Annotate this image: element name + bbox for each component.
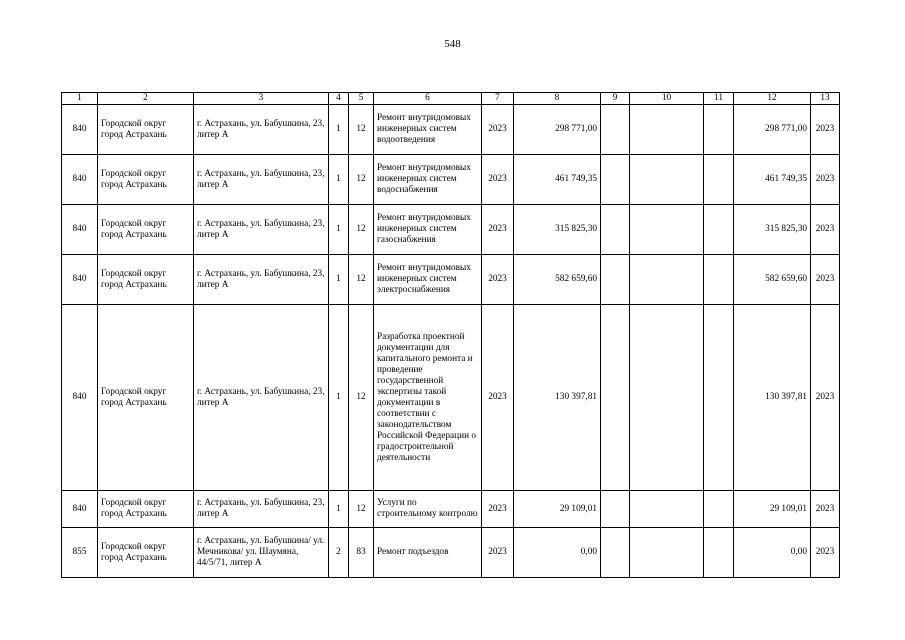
cell-col10 (630, 528, 704, 578)
cell-col10 (630, 255, 704, 305)
cell-municipality: Городской округ город Астрахань (98, 205, 194, 255)
cell-total: 298 771,00 (734, 105, 811, 155)
cell-municipality: Городской округ город Астрахань (98, 255, 194, 305)
cell-year-end: 2023 (811, 205, 840, 255)
cell-municipality: Городской округ город Астрахань (98, 155, 194, 205)
cell-col10 (630, 305, 704, 491)
cell-id: 840 (62, 491, 98, 528)
register-table (61, 92, 840, 578)
cell-col11 (704, 205, 734, 255)
cell-address: г. Астрахань, ул. Бабушкина, 23, литер А (194, 255, 329, 305)
cell-col11 (704, 305, 734, 491)
cell-col5: 12 (349, 105, 374, 155)
cell-col5: 83 (349, 528, 374, 578)
column-header: 2 (98, 93, 194, 105)
cell-address: г. Астрахань, ул. Бабушкина/ ул. Мечникова/ ул. Шаумяна, 44/5/71, литер А (194, 528, 329, 578)
column-header: 12 (734, 93, 811, 105)
column-header: 13 (811, 93, 840, 105)
cell-cost: 29 109,01 (514, 491, 601, 528)
cell-address: г. Астрахань, ул. Бабушкина, 23, литер А (194, 491, 329, 528)
column-header: 8 (514, 93, 601, 105)
cell-col9 (601, 105, 630, 155)
cell-total: 130 397,81 (734, 305, 811, 491)
column-header: 1 (62, 93, 98, 105)
cell-cost: 298 771,00 (514, 105, 601, 155)
table-row (62, 491, 840, 528)
cell-address: г. Астрахань, ул. Бабушкина, 23, литер А (194, 105, 329, 155)
cell-col9 (601, 305, 630, 491)
table-row (62, 205, 840, 255)
cell-year: 2023 (482, 155, 514, 205)
column-header: 4 (329, 93, 349, 105)
table-row (62, 255, 840, 305)
column-header: 9 (601, 93, 630, 105)
cell-col9 (601, 255, 630, 305)
cell-col10 (630, 155, 704, 205)
table-row (62, 155, 840, 205)
cell-col10 (630, 105, 704, 155)
cell-total: 461 749,35 (734, 155, 811, 205)
cell-year: 2023 (482, 255, 514, 305)
cell-work-type: Ремонт внутридомовых инженерных систем водоснабжения (374, 155, 482, 205)
column-header: 6 (374, 93, 482, 105)
cell-cost: 315 825,30 (514, 205, 601, 255)
cell-id: 840 (62, 305, 98, 491)
cell-col4: 1 (329, 305, 349, 491)
cell-col9 (601, 528, 630, 578)
cell-year-end: 2023 (811, 255, 840, 305)
cell-col9 (601, 155, 630, 205)
column-header: 3 (194, 93, 329, 105)
cell-col11 (704, 105, 734, 155)
cell-cost: 582 659,60 (514, 255, 601, 305)
cell-col5: 12 (349, 255, 374, 305)
cell-cost: 0,00 (514, 528, 601, 578)
cell-work-type: Разработка проектной документации для капитального ремонта и проведение государственной экспертизы такой документации в соответствии с законодательством Российской Федерации о градостроительной деятельности (374, 305, 482, 491)
cell-col4: 2 (329, 528, 349, 578)
cell-col4: 1 (329, 205, 349, 255)
cell-col9 (601, 491, 630, 528)
cell-address: г. Астрахань, ул. Бабушкина, 23, литер А (194, 155, 329, 205)
cell-municipality: Городской округ город Астрахань (98, 105, 194, 155)
cell-col10 (630, 205, 704, 255)
cell-id: 840 (62, 255, 98, 305)
cell-col5: 12 (349, 155, 374, 205)
cell-cost: 461 749,35 (514, 155, 601, 205)
cell-work-type: Ремонт подъездов (374, 528, 482, 578)
column-header: 5 (349, 93, 374, 105)
cell-year-end: 2023 (811, 105, 840, 155)
cell-col11 (704, 155, 734, 205)
table-row (62, 305, 840, 491)
cell-col9 (601, 205, 630, 255)
cell-year: 2023 (482, 205, 514, 255)
table-row (62, 528, 840, 578)
cell-col4: 1 (329, 491, 349, 528)
cell-total: 315 825,30 (734, 205, 811, 255)
cell-col11 (704, 528, 734, 578)
cell-col10 (630, 491, 704, 528)
cell-cost: 130 397,81 (514, 305, 601, 491)
cell-municipality: Городской округ город Астрахань (98, 491, 194, 528)
cell-year-end: 2023 (811, 491, 840, 528)
cell-work-type: Ремонт внутридомовых инженерных систем газоснабжения (374, 205, 482, 255)
cell-year-end: 2023 (811, 155, 840, 205)
cell-year: 2023 (482, 305, 514, 491)
cell-col5: 12 (349, 491, 374, 528)
cell-col4: 1 (329, 105, 349, 155)
cell-year: 2023 (482, 105, 514, 155)
cell-address: г. Астрахань, ул. Бабушкина, 23, литер А (194, 305, 329, 491)
column-header: 11 (704, 93, 734, 105)
cell-id: 840 (62, 105, 98, 155)
cell-id: 840 (62, 205, 98, 255)
cell-col11 (704, 491, 734, 528)
table-row (62, 105, 840, 155)
cell-year: 2023 (482, 491, 514, 528)
column-header: 7 (482, 93, 514, 105)
cell-municipality: Городской округ город Астрахань (98, 305, 194, 491)
cell-year-end: 2023 (811, 528, 840, 578)
column-header: 10 (630, 93, 704, 105)
cell-id: 855 (62, 528, 98, 578)
cell-municipality: Городской округ город Астрахань (98, 528, 194, 578)
cell-col4: 1 (329, 155, 349, 205)
cell-address: г. Астрахань, ул. Бабушкина, 23, литер А (194, 205, 329, 255)
cell-col5: 12 (349, 205, 374, 255)
cell-work-type: Ремонт внутридомовых инженерных систем водоотведения (374, 105, 482, 155)
cell-year: 2023 (482, 528, 514, 578)
cell-total: 0,00 (734, 528, 811, 578)
cell-id: 840 (62, 155, 98, 205)
cell-col5: 12 (349, 305, 374, 491)
cell-work-type: Услуги по строительному контролю (374, 491, 482, 528)
cell-col4: 1 (329, 255, 349, 305)
cell-work-type: Ремонт внутридомовых инженерных систем электроснабжения (374, 255, 482, 305)
page-number: 548 (444, 38, 461, 50)
cell-total: 582 659,60 (734, 255, 811, 305)
cell-total: 29 109,01 (734, 491, 811, 528)
cell-year-end: 2023 (811, 305, 840, 491)
cell-col11 (704, 255, 734, 305)
column-number-row (62, 93, 840, 105)
